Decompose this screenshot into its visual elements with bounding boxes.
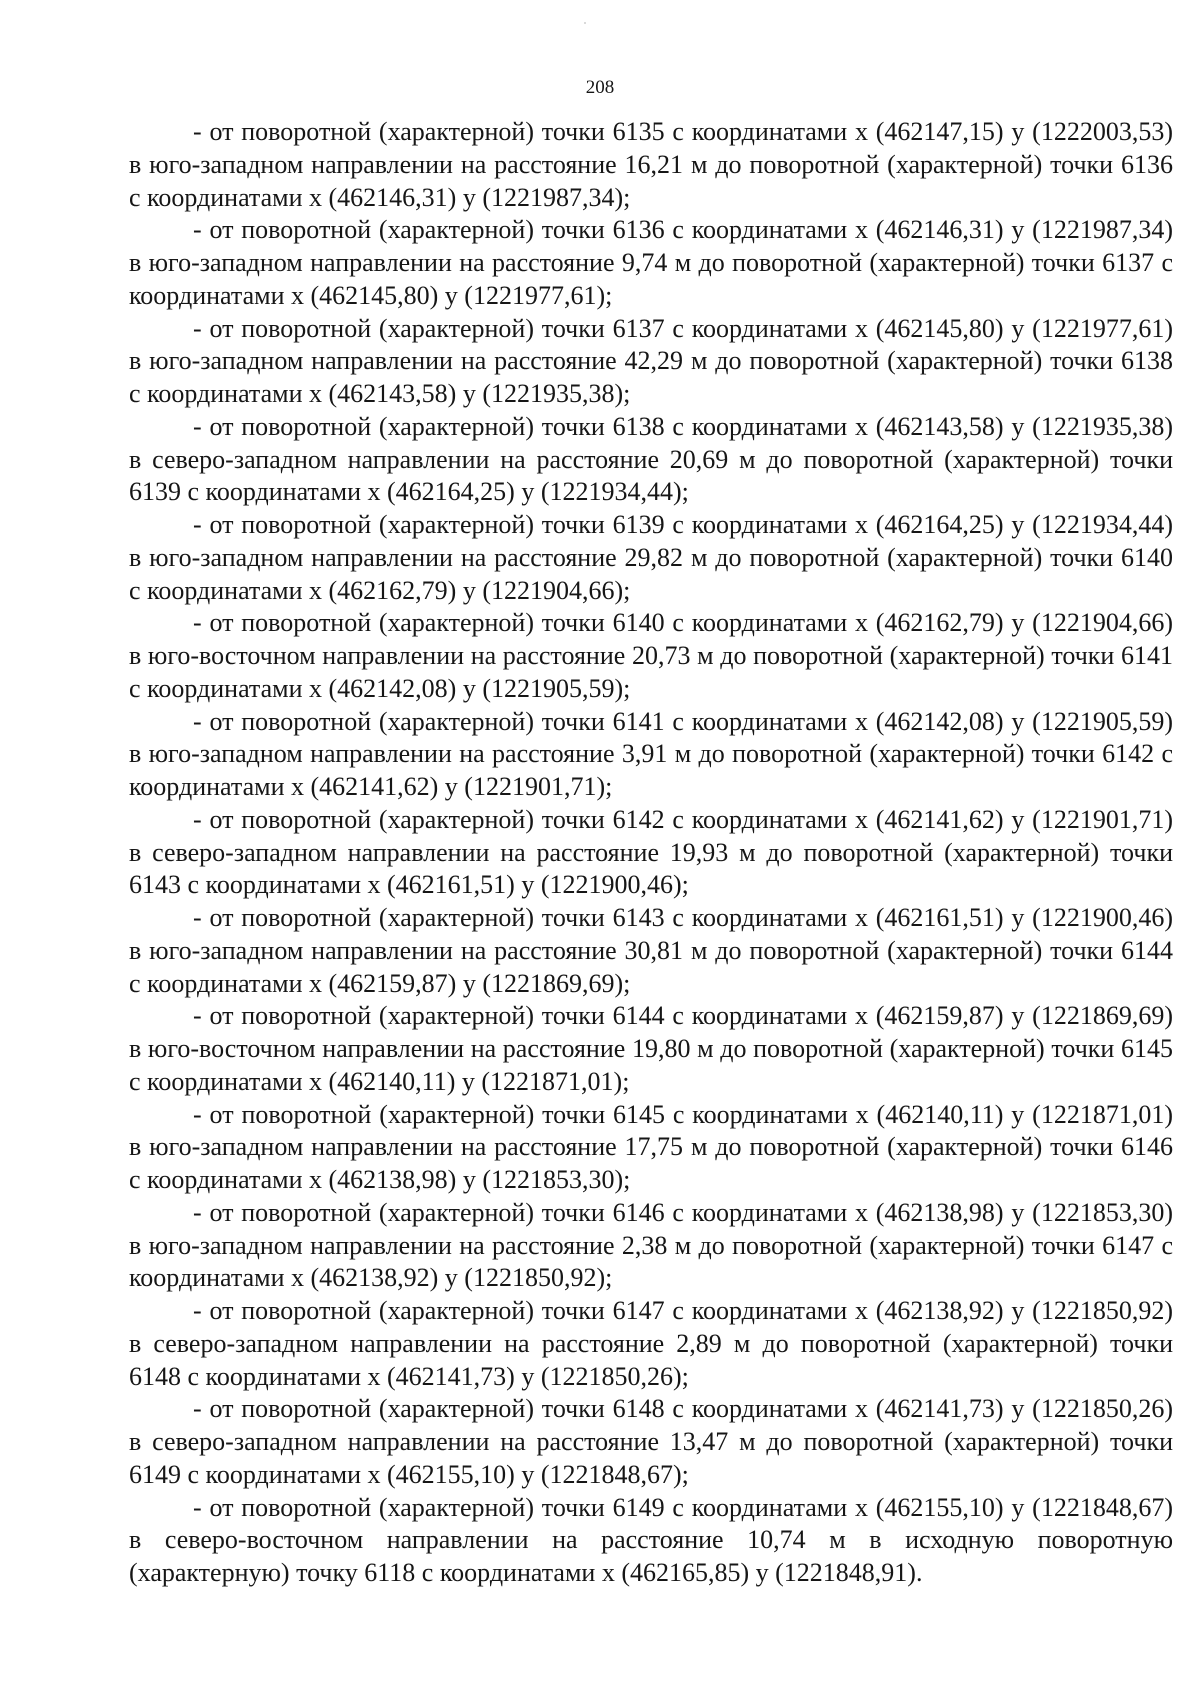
boundary-segment-paragraph: - от поворотной (характерной) точки 6143 с координатами х (462161,51) у (1221900,46) в юго-западном направлении на расстояние 30,81 м до поворотной (характерной) точки 6144 с координатами х (462159,87) у (1221869,69); (129, 903, 1173, 998)
boundary-segment-paragraph: - от поворотной (характерной) точки 6145 с координатами х (462140,11) у (1221871,01) в юго-западном направлении на расстояние 17,75 м до поворотной (характерной) точки 6146 с координатами х (462138,98) у (1221853,30); (129, 1099, 1173, 1194)
boundary-segment-paragraph: - от поворотной (характерной) точки 6137 с координатами х (462145,80) у (1221977,61) в юго-западном направлении на расстояние 42,29 м до поворотной (характерной) точки 6138 с координатами х (462143,58) у (1221935,38); (129, 313, 1173, 408)
boundary-segment-paragraph: - от поворотной (характерной) точки 6140 с координатами х (462162,79) у (1221904,66) в юго-восточном направлении на расстояние 20,73 м до поворотной (характерной) точки 6141 с координатами х (462142,08) у (1221905,59); (129, 608, 1173, 703)
page-body (129, 116, 1173, 1590)
boundary-segment-paragraph: - от поворотной (характерной) точки 6146 с координатами х (462138,98) у (1221853,30) в юго-западном направлении на расстояние 2,38 м до поворотной (характерной) точки 6147 с координатами х (462138,92) у (1221850,92); (129, 1197, 1173, 1293)
boundary-segment-paragraph: - от поворотной (характерной) точки 6142 с координатами х (462141,62) у (1221901,71) в северо-западном направлении на расстояние 19,93 м до поворотной (характерной) точки 6143 с координатами х (462161,51) у (1221900,46); (129, 804, 1173, 900)
boundary-segment-paragraph: - от поворотной (характерной) точки 6149 с координатами х (462155,10) у (1221848,67) в северо-восточном направлении на расстояние 10,74 м в исходную поворотную (характерную) точку 6118 с координатами х (462165,85) у (1221848,91). (129, 1492, 1173, 1587)
boundary-segment-paragraph: - от поворотной (характерной) точки 6147 с координатами х (462138,92) у (1221850,92) в северо-западном направлении на расстояние 2,89 м до поворотной (характерной) точки 6148 с координатами х (462141,73) у (1221850,26); (129, 1296, 1173, 1391)
boundary-segment-paragraph: - от поворотной (характерной) точки 6135 с координатами х (462147,15) у (1222003,53) в юго-западном направлении на расстояние 16,21 м до поворотной (характерной) точки 6136 с координатами х (462146,31) у (1221987,34); (129, 117, 1173, 212)
boundary-segment-paragraph: - от поворотной (характерной) точки 6139 с координатами х (462164,25) у (1221934,44) в юго-западном направлении на расстояние 29,82 м до поворотной (характерной) точки 6140 с координатами х (462162,79) у (1221904,66); (129, 510, 1173, 605)
scan-speck (584, 22, 586, 24)
boundary-segment-paragraph: - от поворотной (характерной) точки 6141 с координатами х (462142,08) у (1221905,59) в юго-западном направлении на расстояние 3,91 м до поворотной (характерной) точки 6142 с координатами х (462141,62) у (1221901,71); (129, 706, 1173, 801)
page-number: 208 (585, 77, 615, 98)
boundary-segment-paragraph: - от поворотной (характерной) точки 6138 с координатами х (462143,58) у (1221935,38) в северо-западном направлении на расстояние 20,69 м до поворотной (характерной) точки 6139 с координатами х (462164,25) у (1221934,44); (129, 411, 1173, 507)
boundary-segment-paragraph: - от поворотной (характерной) точки 6144 с координатами х (462159,87) у (1221869,69) в юго-восточном направлении на расстояние 19,80 м до поворотной (характерной) точки 6145 с координатами х (462140,11) у (1221871,01); (129, 1001, 1173, 1096)
boundary-segment-paragraph: - от поворотной (характерной) точки 6148 с координатами х (462141,73) у (1221850,26) в северо-западном направлении на расстояние 13,47 м до поворотной (характерной) точки 6149 с координатами х (462155,10) у (1221848,67); (129, 1394, 1173, 1489)
boundary-segment-paragraph: - от поворотной (характерной) точки 6136 с координатами х (462146,31) у (1221987,34) в юго-западном направлении на расстояние 9,74 м до поворотной (характерной) точки 6137 с координатами х (462145,80) у (1221977,61); (129, 215, 1173, 310)
